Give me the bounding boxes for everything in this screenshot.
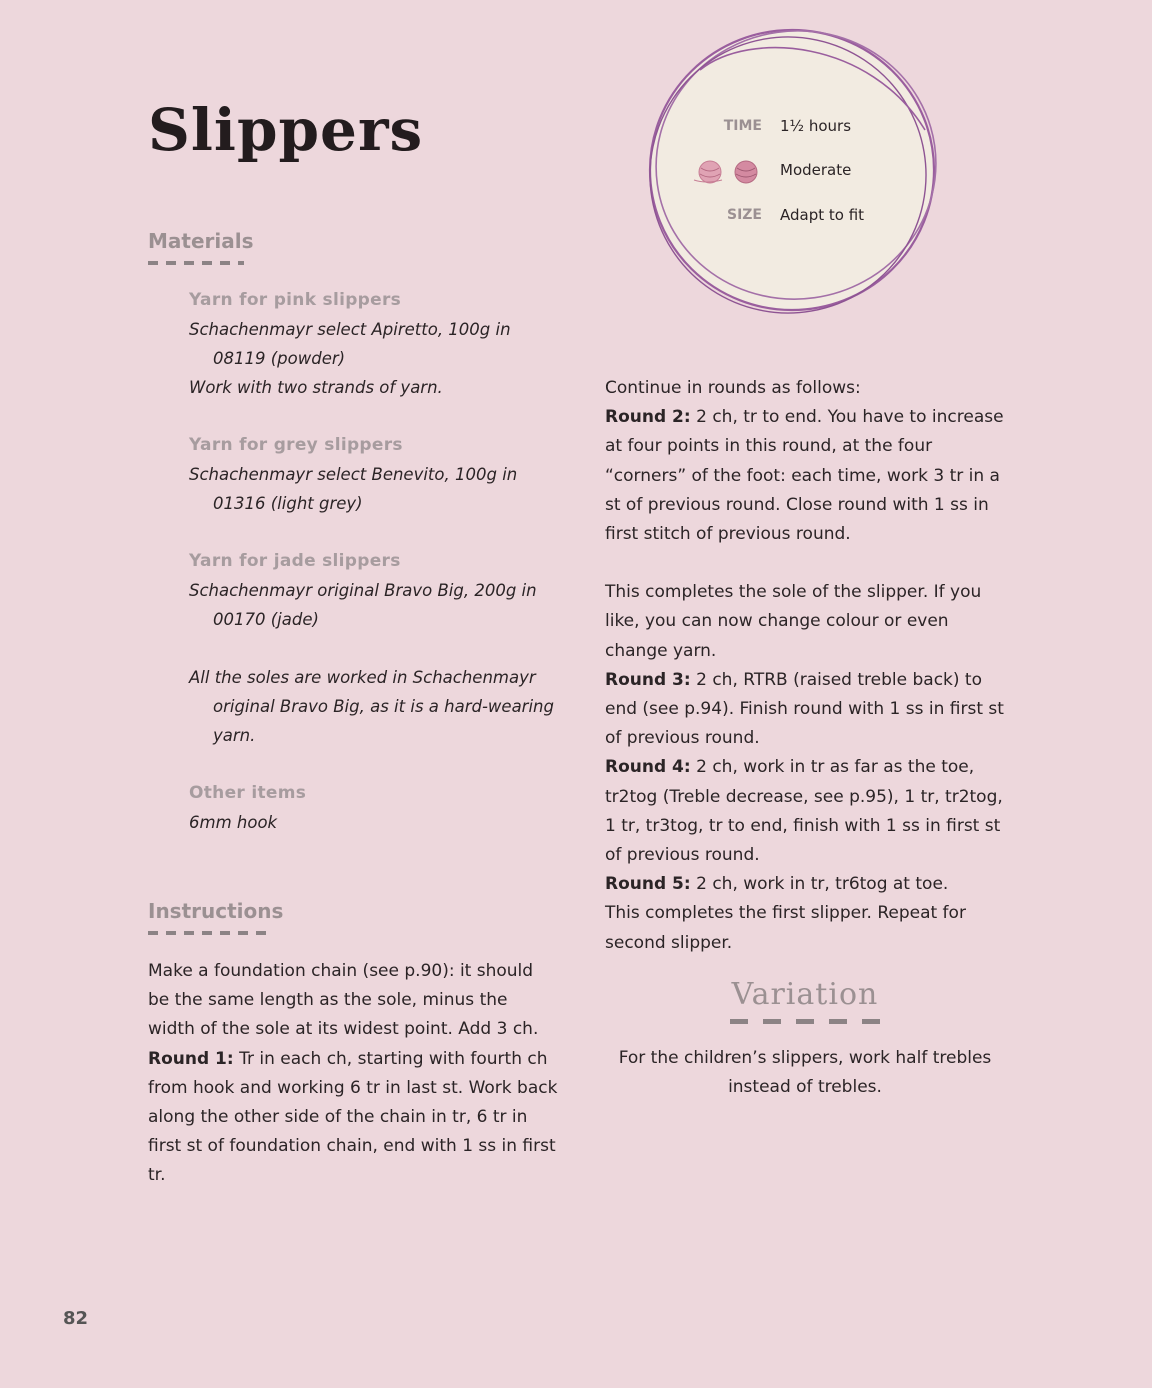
other-items-title: Other items <box>189 783 307 803</box>
instructions-heading <box>148 899 283 935</box>
finish-text: This completes the first slipper. Repeat for second slipper. <box>605 903 966 953</box>
round-2 <box>605 403 1015 549</box>
grey-yarn-detail: Schachenmayr select Benevito, 100g in 01316 (light grey) <box>189 465 518 513</box>
page-title: Slippers <box>148 96 424 164</box>
sole-complete-text: This completes the sole of the slipper. If you like, you can now change colour or even change yarn. <box>605 582 982 661</box>
soles-note: All the soles are worked in Schachenmayr original Bravo Big, as it is a hard-wearing yarn. <box>189 668 554 745</box>
materials-list <box>189 286 569 837</box>
materials-divider <box>148 261 244 265</box>
round-5 <box>605 870 1015 899</box>
jade-yarn-detail: Schachenmayr original Bravo Big, 200g in 00170 (jade) <box>189 581 537 629</box>
grey-yarn-title: Yarn for grey slippers <box>189 435 403 455</box>
materials-heading <box>148 229 254 265</box>
round-3-label: Round 3: <box>605 669 691 690</box>
round-5-text: 2 ch, work in tr, tr6tog at toe. <box>690 874 949 895</box>
other-items-detail: 6mm hook <box>189 813 278 832</box>
variation-heading: Variation <box>731 977 879 1012</box>
instructions-left-column <box>148 957 558 1191</box>
round-3-text: 2 ch, RTRB (raised treble back) to end (see p.94). Finish round with 1 ss in first st of previous round. <box>605 669 1004 749</box>
round-1-label: Round 1: <box>148 1048 234 1069</box>
materials-heading-text: Materials <box>148 229 254 253</box>
pink-yarn-title: Yarn for pink slippers <box>189 290 402 310</box>
instructions-divider <box>148 931 272 935</box>
difficulty-value: Moderate <box>780 161 852 179</box>
round-2-text: 2 ch, tr to end. You have to increase at four points in this round, at the four “corners” of the foot: each time, work 3 tr in a st of previous round. Close round with 1 ss in first stitch of previous round. <box>605 407 1004 545</box>
round-4-label: Round 4: <box>605 757 691 778</box>
variation-text: For the children’s slippers, work half trebles instead of trebles. <box>618 1048 992 1098</box>
round-3 <box>605 666 1015 754</box>
jade-yarn-title: Yarn for jade slippers <box>189 551 401 571</box>
instructions-intro: Make a foundation chain (see p.90): it should be the same length as the sole, minus the width of the sole at its widest point. Add 3 ch. <box>148 961 539 1040</box>
size-label: SIZE <box>726 207 762 223</box>
instructions-right-column <box>605 374 1015 958</box>
page-number: 82 <box>63 1308 89 1329</box>
size-value: Adapt to fit <box>780 206 865 224</box>
pink-yarn-note: Work with two strands of yarn. <box>189 378 443 397</box>
time-value: 1½ hours <box>780 117 852 135</box>
round-4-text: 2 ch, work in tr as far as the toe, tr2tog (Treble decrease, see p.95), 1 tr, tr2tog, 1 tr, tr3tog, tr to end, finish with 1 ss in first st of previous round. <box>605 757 1003 866</box>
instructions-heading-text: Instructions <box>148 899 284 923</box>
continue-text: Continue in rounds as follows: <box>605 378 861 398</box>
time-label: TIME <box>723 118 762 134</box>
variation-divider <box>730 1019 882 1024</box>
info-badge <box>640 20 950 320</box>
round-2-label: Round 2: <box>605 407 691 428</box>
round-1 <box>148 1045 558 1191</box>
round-5-label: Round 5: <box>605 874 691 895</box>
round-4 <box>605 753 1015 870</box>
pink-yarn-detail: Schachenmayr select Apiretto, 100g in 08119 (powder) <box>189 320 511 368</box>
round-1-text: Tr in each ch, starting with fourth ch from hook and working 6 tr in last st. Work back along the other side of the chain in tr, 6 tr in first st of foundation chain, end with 1 ss in first tr. <box>148 1048 558 1186</box>
